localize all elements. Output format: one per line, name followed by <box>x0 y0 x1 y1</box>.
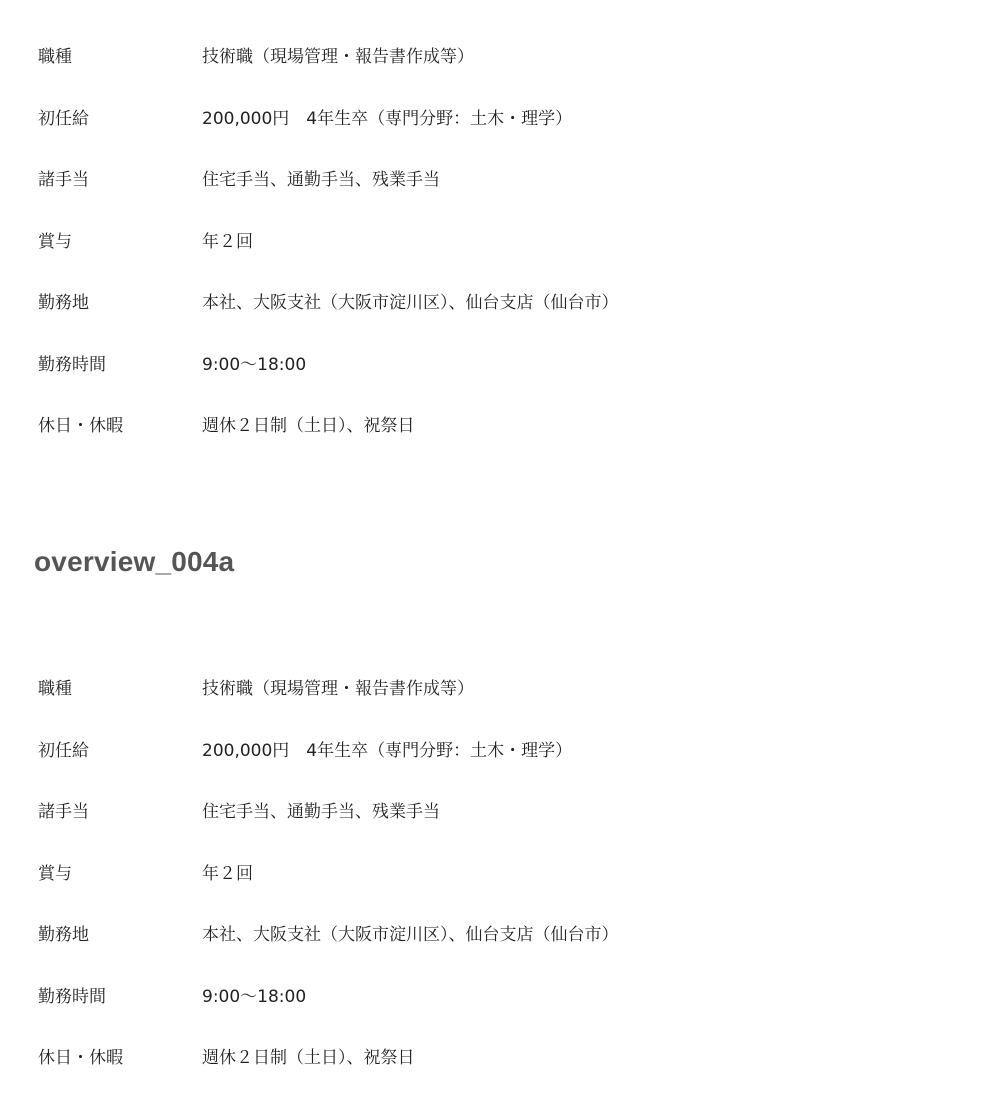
table-row-starting-salary <box>38 718 938 780</box>
row-label: 職種 <box>38 679 72 700</box>
overview-table-2 <box>38 656 938 1087</box>
row-label: 休日・休暇 <box>38 416 123 437</box>
row-label: 諸手当 <box>38 170 89 191</box>
table-row-holidays <box>38 1025 938 1087</box>
table-row-work-location <box>38 902 938 964</box>
section-heading: overview_004a <box>34 546 235 577</box>
table-row-job-type <box>38 656 938 718</box>
row-value: 年２回 <box>202 863 253 884</box>
row-label: 諸手当 <box>38 802 89 823</box>
table-row-bonus <box>38 209 938 271</box>
row-value: 住宅手当、通勤手当、残業手当 <box>202 170 440 191</box>
row-label: 休日・休暇 <box>38 1048 123 1069</box>
table-row-starting-salary <box>38 86 938 148</box>
row-value: 9:00〜18:00 <box>202 986 307 1007</box>
row-label: 初任給 <box>38 740 89 761</box>
row-value: 本社、大阪支社（大阪市淀川区）、仙台支店（仙台市） <box>202 293 619 314</box>
row-label: 賞与 <box>38 863 72 884</box>
row-label: 職種 <box>38 47 72 68</box>
row-label: 勤務地 <box>38 293 89 314</box>
overview-table-1 <box>38 24 938 455</box>
row-label: 勤務時間 <box>38 986 106 1007</box>
table-row-job-type <box>38 24 938 86</box>
row-value: 週休２日制（土日）、祝祭日 <box>202 1048 415 1069</box>
row-value: 本社、大阪支社（大阪市淀川区）、仙台支店（仙台市） <box>202 925 619 946</box>
row-label: 初任給 <box>38 108 89 129</box>
row-value: 年２回 <box>202 231 253 252</box>
row-value: 週休２日制（土日）、祝祭日 <box>202 416 415 437</box>
row-value: 200,000円 4年生卒（専門分野：土木・理学） <box>202 740 573 761</box>
row-value: 9:00〜18:00 <box>202 354 307 375</box>
row-label: 賞与 <box>38 231 72 252</box>
row-value: 技術職（現場管理・報告書作成等） <box>202 679 474 700</box>
table-row-allowances <box>38 147 938 209</box>
table-row-work-hours <box>38 332 938 394</box>
row-label: 勤務地 <box>38 925 89 946</box>
table-row-bonus <box>38 841 938 903</box>
row-label: 勤務時間 <box>38 354 106 375</box>
table-row-holidays <box>38 393 938 455</box>
table-row-allowances <box>38 779 938 841</box>
table-row-work-hours <box>38 964 938 1026</box>
row-value: 技術職（現場管理・報告書作成等） <box>202 47 474 68</box>
table-row-work-location <box>38 270 938 332</box>
row-value: 200,000円 4年生卒（専門分野：土木・理学） <box>202 108 573 129</box>
row-value: 住宅手当、通勤手当、残業手当 <box>202 802 440 823</box>
